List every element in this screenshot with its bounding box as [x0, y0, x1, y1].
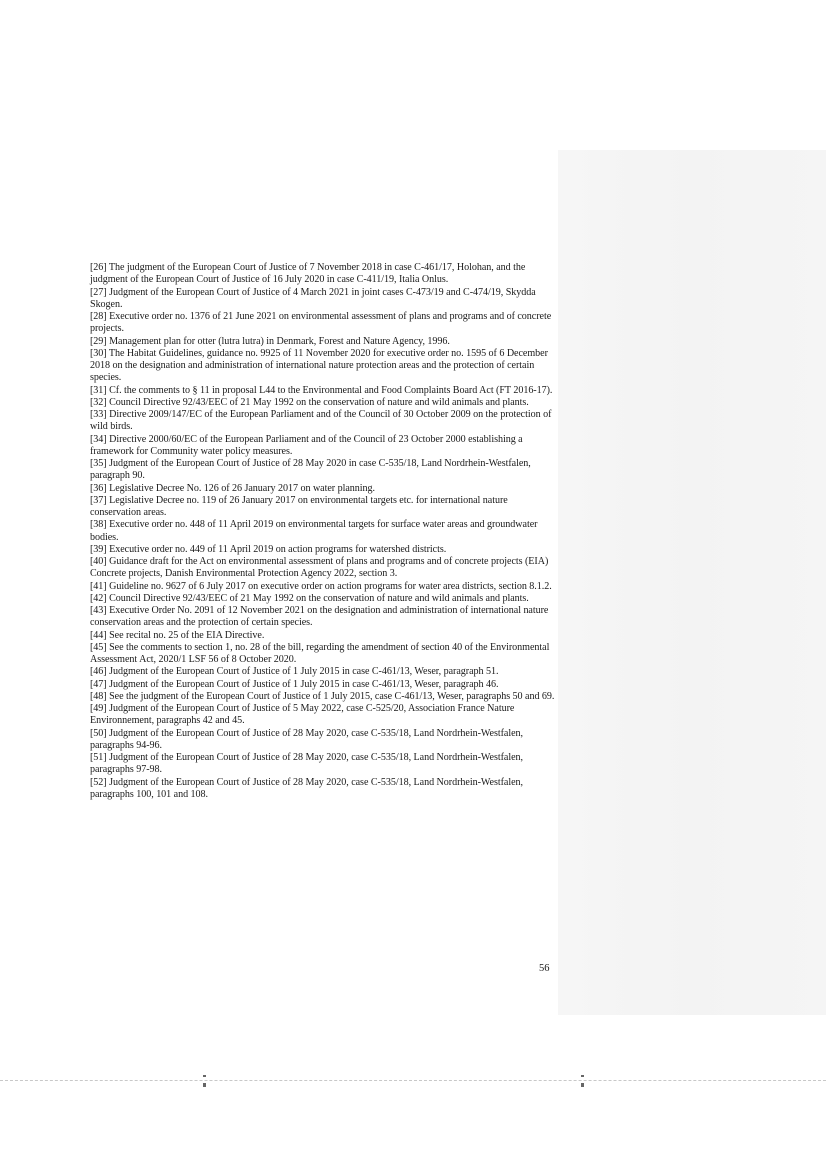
page-number: 56	[539, 963, 550, 974]
footnote-33: [33] Directive 2009/147/EC of the European Parliament and of the Council of 30 October 2009 on the protection of wild birds.	[90, 409, 552, 433]
footnote-48: [48] See the judgment of the European Court of Justice of 1 July 2015, case C-461/13, Weser, paragraphs 50 and 69.	[90, 690, 555, 702]
footnotes-list	[90, 262, 558, 801]
scan-artifact-mark	[581, 1083, 584, 1087]
footnote-46: [46] Judgment of the European Court of Justice of 1 July 2015 in case C-461/13, Weser, paragraph 51.	[90, 666, 499, 678]
footnote-52: [52] Judgment of the European Court of Justice of 28 May 2020, case C-535/18, Land Nordrhein-Westfalen, paragraphs 100, 101 and 108.	[90, 776, 524, 800]
scan-artifact-mark	[581, 1075, 584, 1077]
footnote-27: [27] Judgment of the European Court of Justice of 4 March 2021 in joint cases C-473/19 and C-474/19, Skydda Skogen.	[90, 286, 536, 310]
scan-artifact-mark	[203, 1083, 206, 1087]
footnote-51: [51] Judgment of the European Court of Justice of 28 May 2020, case C-535/18, Land Nordrhein-Westfalen, paragraphs 97-98.	[90, 752, 524, 776]
footnote-42: [42] Council Directive 92/43/EEC of 21 May 1992 on the conservation of nature and wild animals and plants.	[90, 592, 529, 604]
footnote-50: [50] Judgment of the European Court of Justice of 28 May 2020, case C-535/18, Land Nordrhein-Westfalen, paragraphs 94-96.	[90, 727, 524, 751]
footnote-39: [39] Executive order no. 449 of 11 April 2019 on action programs for watershed districts.	[90, 543, 447, 555]
footnote-49: [49] Judgment of the European Court of Justice of 5 May 2022, case C-525/20, Association France Nature Environnement, paragraphs 42 and 45.	[90, 703, 515, 727]
footnote-41: [41] Guideline no. 9627 of 6 July 2017 on executive order on action programs for water area districts, section 8.1.2.	[90, 580, 552, 592]
scan-artifact-mark	[203, 1075, 206, 1077]
footnote-29: [29] Management plan for otter (lutra lutra) in Denmark, Forest and Nature Agency, 1996.	[90, 335, 450, 347]
footnote-38: [38] Executive order no. 448 of 11 April 2019 on environmental targets for surface water areas and groundwater bodies.	[90, 519, 538, 543]
scan-artifact-line	[0, 1080, 826, 1081]
footnote-40: [40] Guidance draft for the Act on environmental assessment of plans and programs and of concrete projects (EIA) Concrete projects, Danish Environmental Protection Agency 2022, section 3.	[90, 556, 549, 580]
footnote-26: [26] The judgment of the European Court of Justice of 7 November 2018 in case C-461/17, Holohan, and the judgment of the European Court of Justice of 16 July 2020 in case C-411/19, Italia Onlus.	[90, 262, 526, 286]
footnote-37: [37] Legislative Decree no. 119 of 26 January 2017 on environmental targets etc. for international nature conservation areas.	[90, 494, 508, 518]
scan-shade	[558, 150, 826, 1015]
footnote-30: [30] The Habitat Guidelines, guidance no. 9925 of 11 November 2020 for executive order no. 1595 of 6 December 2018 on the designation and administration of international nature protection areas and the protection of certain species.	[90, 347, 548, 384]
footnote-36: [36] Legislative Decree No. 126 of 26 January 2017 on water planning.	[90, 482, 375, 494]
footnote-32: [32] Council Directive 92/43/EEC of 21 May 1992 on the conservation of nature and wild animals and plants.	[90, 396, 529, 408]
footnote-43: [43] Executive Order No. 2091 of 12 November 2021 on the designation and administration of international nature conservation areas and the protection of certain species.	[90, 605, 549, 629]
footnote-31: [31] Cf. the comments to § 11 in proposal L44 to the Environmental and Food Complaints Board Act (FT 2016-17).	[90, 384, 553, 396]
footnote-44: [44] See recital no. 25 of the EIA Directive.	[90, 629, 265, 641]
footnote-35: [35] Judgment of the European Court of Justice of 28 May 2020 in case C-535/18, Land Nordrhein-Westfalen, paragraph 90.	[90, 458, 531, 482]
footnote-45: [45] See the comments to section 1, no. 28 of the bill, regarding the amendment of section 40 of the Environmental Assessment Act, 2020/1 LSF 56 of 8 October 2020.	[90, 641, 550, 665]
footnote-34: [34] Directive 2000/60/EC of the European Parliament and of the Council of 23 October 2000 establishing a framework for Community water policy measures.	[90, 433, 523, 457]
footnote-28: [28] Executive order no. 1376 of 21 June 2021 on environmental assessment of plans and programs and of concrete projects.	[90, 311, 552, 335]
footnote-47: [47] Judgment of the European Court of Justice of 1 July 2015 in case C-461/13, Weser, paragraph 46.	[90, 678, 499, 690]
